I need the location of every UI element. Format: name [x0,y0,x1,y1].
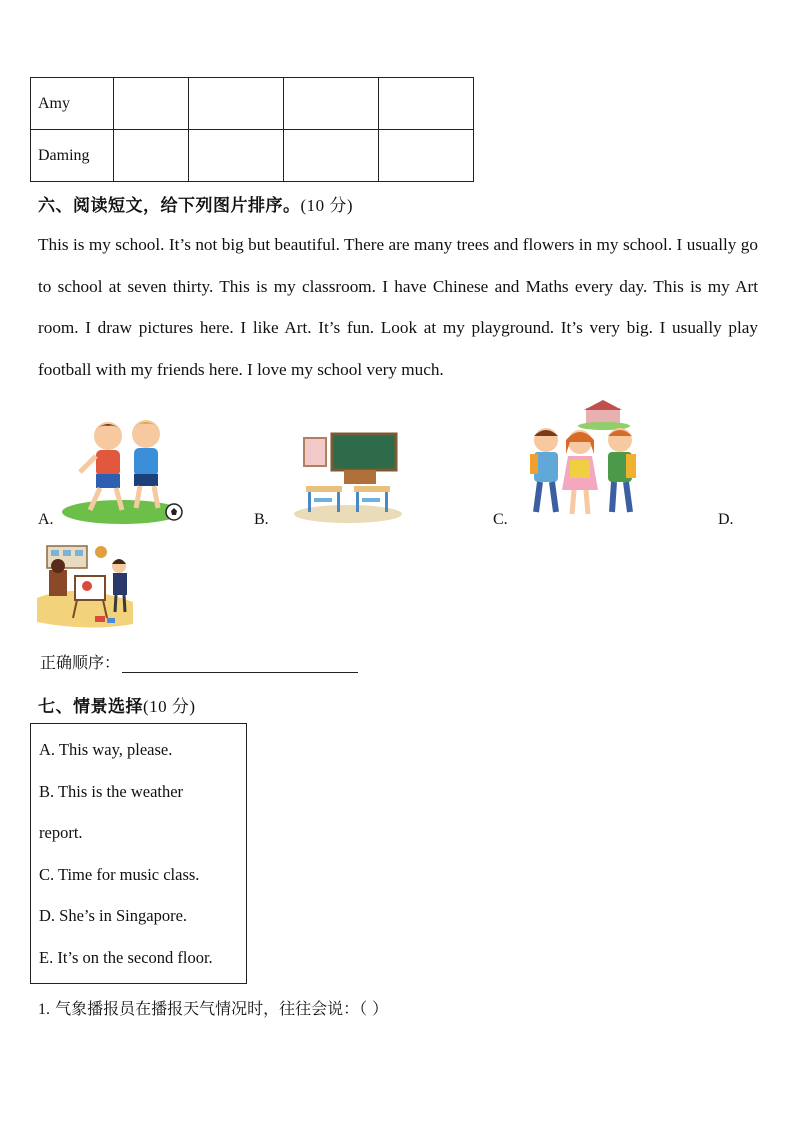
section6-title: 六、阅读短文，给下列图片排序。 [38,196,301,216]
picture-c-label: C. [493,511,508,528]
picture-b-label: B. [254,511,269,528]
option-b-cont: report. [39,823,83,842]
table-cell [189,130,284,182]
section7-heading [38,692,196,717]
table-cell-name: Amy [31,78,114,130]
answer-order [40,650,358,673]
classroom-icon [292,430,404,524]
option-c: C. Time for music class. [39,865,200,884]
option-b: B. This is the weather [39,782,184,801]
table-cell [114,130,189,182]
table-row [31,130,474,182]
table-cell [379,130,474,182]
question-1 [38,996,388,1019]
option-a: A. This way, please. [39,740,173,759]
table-cell [189,78,284,130]
table-row [31,78,474,130]
art-room-icon [37,542,135,630]
order-label: 正确顺序： [40,653,121,672]
table-cell [114,78,189,130]
picture-d-label: D. [718,511,734,528]
table-cell [284,130,379,182]
section6-heading [38,191,353,216]
question-number: 1. [38,1001,50,1018]
names-table [30,77,474,182]
table-cell-name: Daming [31,130,114,182]
option-e: E. It’s on the second floor. [39,948,213,967]
section7-score: (10 分) [143,697,196,716]
section6-score: (10 分) [300,196,354,215]
kids-playing-football-icon [60,414,188,526]
table-cell [379,78,474,130]
choices-box [30,723,247,984]
section7-title: 七、情景选择 [38,697,143,717]
reading-passage: This is my school. It’s not big but beautiful. There are many trees and flowers in my school. I usually go to school at seven thirty. This is my classroom. I have Chinese and Maths every day. This is my Art room. I draw pictures here. I like Art. It’s fun. Look at my playground. It’s very big. I usually play football with my friends here. I love my school very much. [38,235,758,379]
picture-a-label: A. [38,511,54,528]
option-d: D. She’s in Singapore. [39,906,188,925]
table-cell [284,78,379,130]
kids-walking-to-school-icon [524,400,648,522]
answer-blank[interactable] [122,654,358,673]
question-text: 气象播报员在播报天气情况时，往往会说：（ ） [55,999,389,1018]
